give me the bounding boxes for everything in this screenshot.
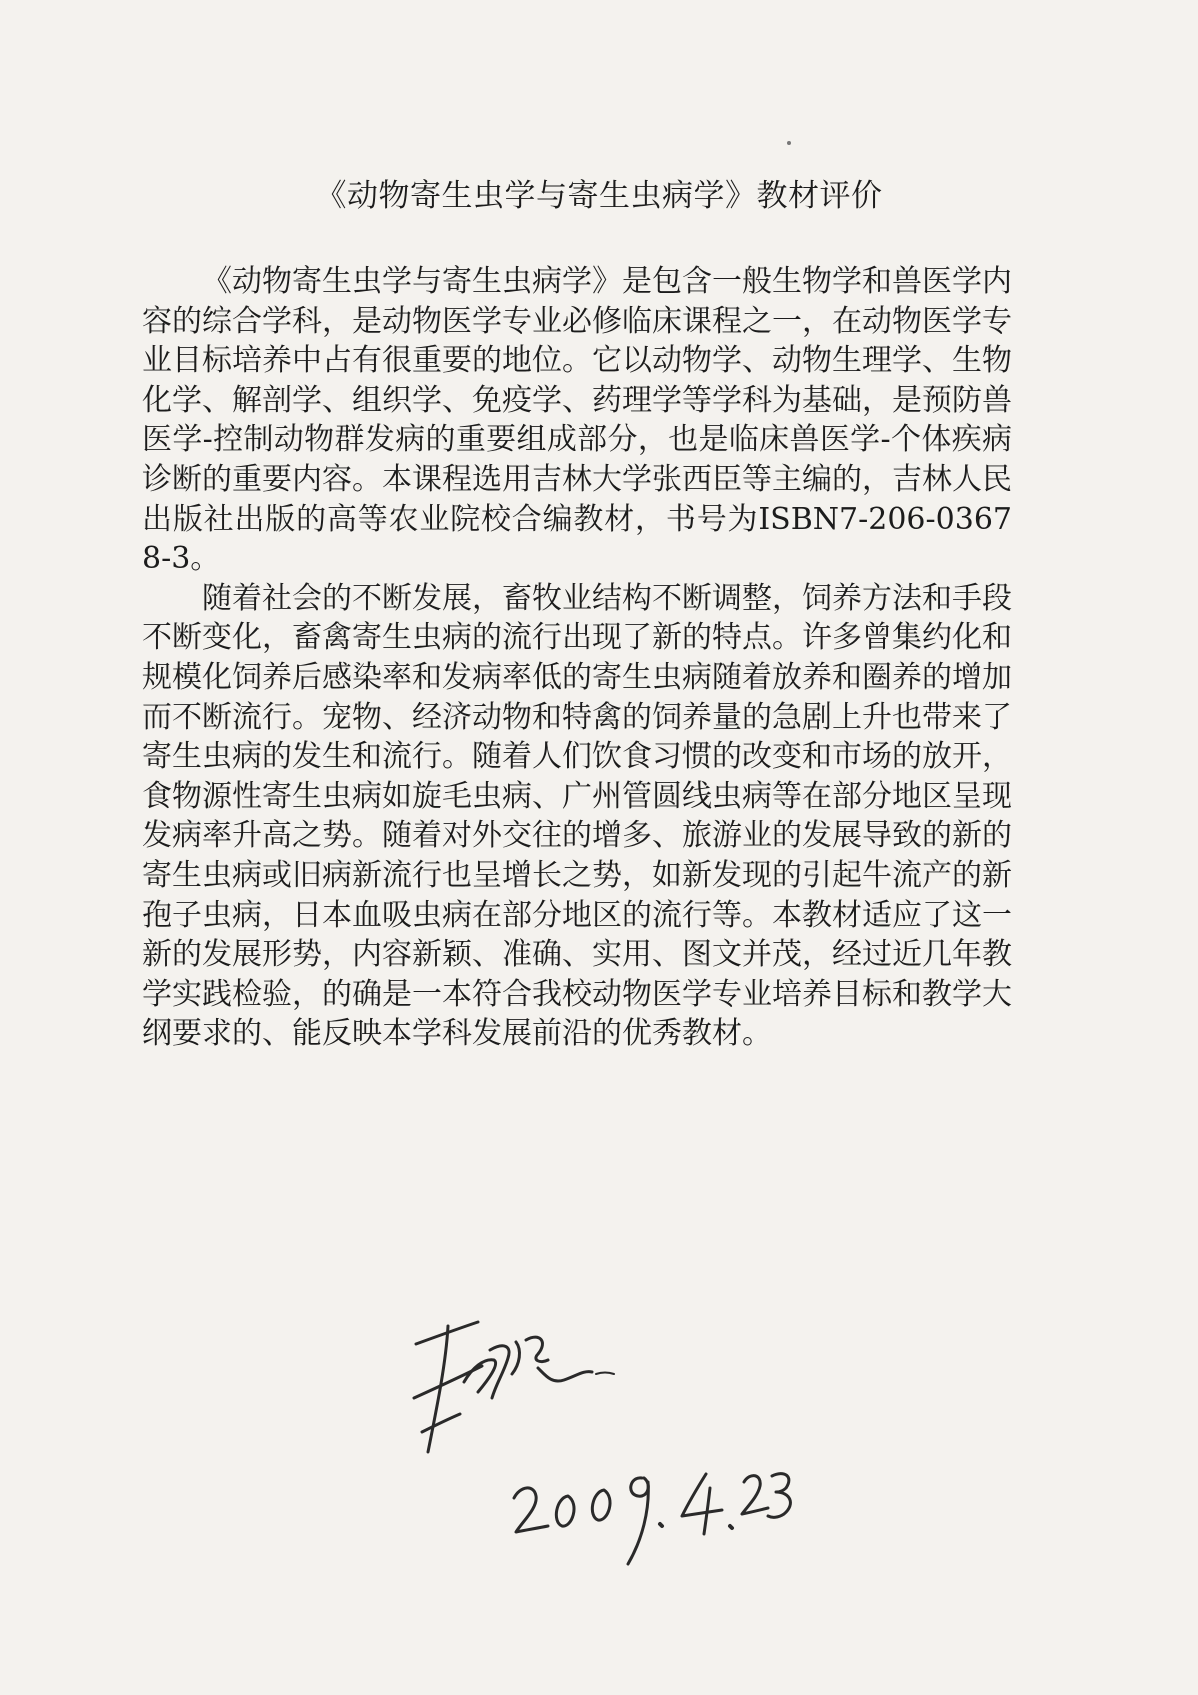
- document-body: [142, 262, 1012, 1054]
- handwritten-signature: [408, 1302, 628, 1462]
- handwritten-date: [510, 1460, 800, 1570]
- paper-speck: [787, 141, 791, 145]
- paragraph-1: 《动物寄生虫学与寄生虫病学》是包含一般生物学和兽医学内容的综合学科，是动物医学专业必修临床课程之一，在动物医学专业目标培养中占有很重要的地位。它以动物学、动物生理学、生物化学、解剖学、组织学、免疫学、药理学等学科为基础，是预防兽医学-控制动物群发病的重要组成部分，也是临床兽医学-个体疾病诊断的重要内容。本课程选用吉林大学张西臣等主编的，吉林人民出版社出版的高等农业院校合编教材，书号为ISBN7-206-03678-3。: [142, 264, 1012, 577]
- paragraph-2: 随着社会的不断发展，畜牧业结构不断调整，饲养方法和手段不断变化，畜禽寄生虫病的流行出现了新的特点。许多曾集约化和规模化饲养后感染率和发病率低的寄生虫病随着放养和圈养的增加而不断流行。宠物、经济动物和特禽的饲养量的急剧上升也带来了寄生虫病的发生和流行。随着人们饮食习惯的改变和市场的放开，食物源性寄生虫病如旋毛虫病、广州管圆线虫病等在部分地区呈现发病率升高之势。随着对外交往的增多、旅游业的发展导致的新的寄生虫病或旧病新流行也呈增长之势，如新发现的引起牛流产的新孢子虫病，日本血吸虫病在部分地区的流行等。本教材适应了这一新的发展形势，内容新颖、准确、实用、图文并茂，经过近几年教学实践检验，的确是一本符合我校动物医学专业培养目标和教学大纲要求的、能反映本学科发展前沿的优秀教材。: [142, 580, 1012, 1052]
- document-title: 《动物寄生虫学与寄生虫病学》教材评价: [315, 178, 883, 214]
